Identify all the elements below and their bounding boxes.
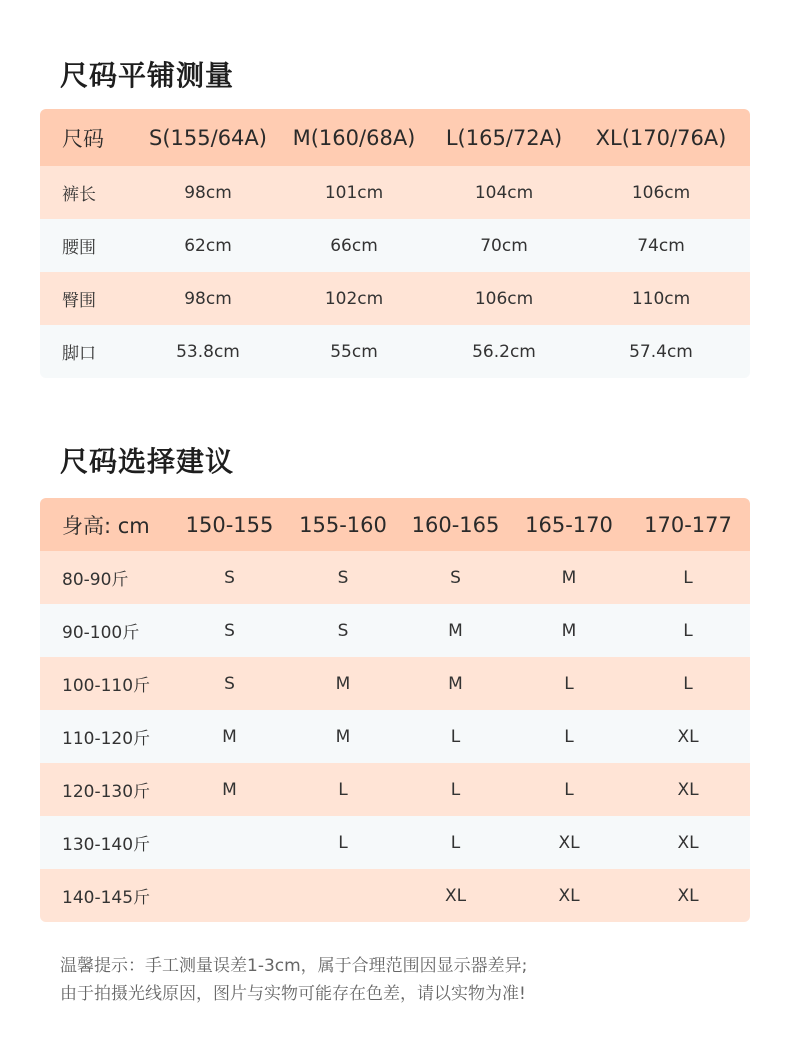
row-label: 脚口 — [62, 344, 96, 364]
row-label: 130-140斤 — [62, 835, 151, 855]
table-cell: 66cm — [330, 235, 378, 256]
header-cell: 170-177 — [644, 512, 732, 537]
table-cell: L — [683, 567, 693, 588]
table-cell: S — [224, 567, 235, 588]
table-cell: XL — [677, 885, 699, 906]
row-label: 80-90斤 — [62, 570, 129, 590]
advice-table-header — [40, 498, 750, 551]
tip-line-2: 由于拍摄光线原因，图片与实物可能存在色差，请以实物为准! — [60, 984, 526, 1004]
table-cell: 106cm — [474, 288, 534, 309]
row-label: 120-130斤 — [62, 782, 151, 802]
header-cell: 身高: cm — [62, 513, 150, 538]
tip-line-1: 温馨提示：手工测量误差1-3cm，属于合理范围因显示器差异; — [60, 956, 528, 976]
size-advice-table — [40, 498, 750, 922]
table-cell: XL — [558, 885, 580, 906]
table-row — [40, 869, 750, 922]
table-cell: 106cm — [631, 182, 691, 203]
table-cell: 55cm — [330, 341, 378, 362]
table-cell: S — [224, 673, 235, 694]
header-cell: 150-155 — [185, 512, 274, 537]
row-label: 90-100斤 — [62, 623, 140, 643]
table-row — [40, 551, 750, 604]
table-row — [40, 604, 750, 657]
table-row — [40, 219, 750, 272]
table-cell: 104cm — [474, 182, 534, 203]
row-label: 裤长 — [62, 185, 96, 205]
table-row — [40, 816, 750, 869]
header-cell: 160-165 — [411, 512, 500, 537]
row-label: 110-120斤 — [62, 729, 151, 749]
table-cell: 102cm — [324, 288, 384, 309]
table-cell: L — [683, 673, 693, 694]
table-cell: L — [683, 620, 693, 641]
table-cell: M — [222, 779, 237, 800]
table-cell: XL — [677, 832, 699, 853]
table-cell: 53.8cm — [176, 341, 240, 362]
header-cell: 155-160 — [299, 512, 387, 537]
table-cell: M — [561, 567, 577, 588]
table-cell: 98cm — [184, 182, 232, 203]
table-cell: M — [448, 673, 463, 694]
measure-table — [40, 109, 750, 378]
table-cell: L — [450, 832, 461, 853]
table-cell: 101cm — [324, 182, 384, 203]
row-label: 100-110斤 — [62, 676, 151, 696]
table-cell: S — [337, 620, 349, 641]
table-cell: 70cm — [480, 235, 528, 256]
table-row — [40, 763, 750, 816]
table-cell: 62cm — [184, 235, 232, 256]
header-cell: 165-170 — [525, 512, 613, 537]
table-cell: S — [337, 567, 349, 588]
table-cell: L — [564, 726, 574, 747]
table-cell: XL — [677, 779, 699, 800]
table-cell: L — [338, 832, 348, 853]
advice-section-title: 尺码选择建议 — [60, 445, 235, 478]
table-cell: 74cm — [637, 235, 685, 256]
table-cell: XL — [677, 726, 699, 747]
table-cell: L — [338, 779, 348, 800]
table-row — [40, 710, 750, 763]
row-label: 臀围 — [62, 291, 96, 311]
header-cell: 尺码 — [62, 126, 104, 151]
measure-table-header — [40, 109, 750, 166]
table-cell: XL — [444, 885, 467, 906]
table-cell: L — [450, 726, 461, 747]
table-cell: S — [450, 567, 461, 588]
table-cell: M — [448, 620, 463, 641]
table-cell: M — [335, 673, 351, 694]
header-cell: M(160/68A) — [292, 125, 416, 150]
header-cell: XL(170/76A) — [595, 125, 727, 150]
table-cell: M — [222, 726, 237, 747]
header-cell: S(155/64A) — [149, 125, 267, 150]
measure-section-title: 尺码平铺测量 — [60, 59, 235, 92]
table-row — [40, 272, 750, 325]
table-cell: XL — [558, 832, 580, 853]
header-cell: L(165/72A) — [445, 125, 563, 150]
table-cell: L — [450, 779, 461, 800]
table-cell: 110cm — [631, 288, 691, 309]
table-cell: M — [561, 620, 577, 641]
table-row — [40, 166, 750, 219]
table-cell: L — [564, 779, 574, 800]
table-row — [40, 657, 750, 710]
table-cell: M — [335, 726, 351, 747]
table-cell: 98cm — [184, 288, 232, 309]
table-cell: 56.2cm — [472, 341, 536, 362]
table-cell: 57.4cm — [629, 341, 693, 362]
row-label: 140-145斤 — [62, 888, 151, 908]
table-cell: L — [564, 673, 574, 694]
table-cell: S — [224, 620, 235, 641]
tip-note — [60, 952, 527, 1008]
table-row — [40, 325, 750, 378]
row-label: 腰围 — [62, 238, 96, 258]
